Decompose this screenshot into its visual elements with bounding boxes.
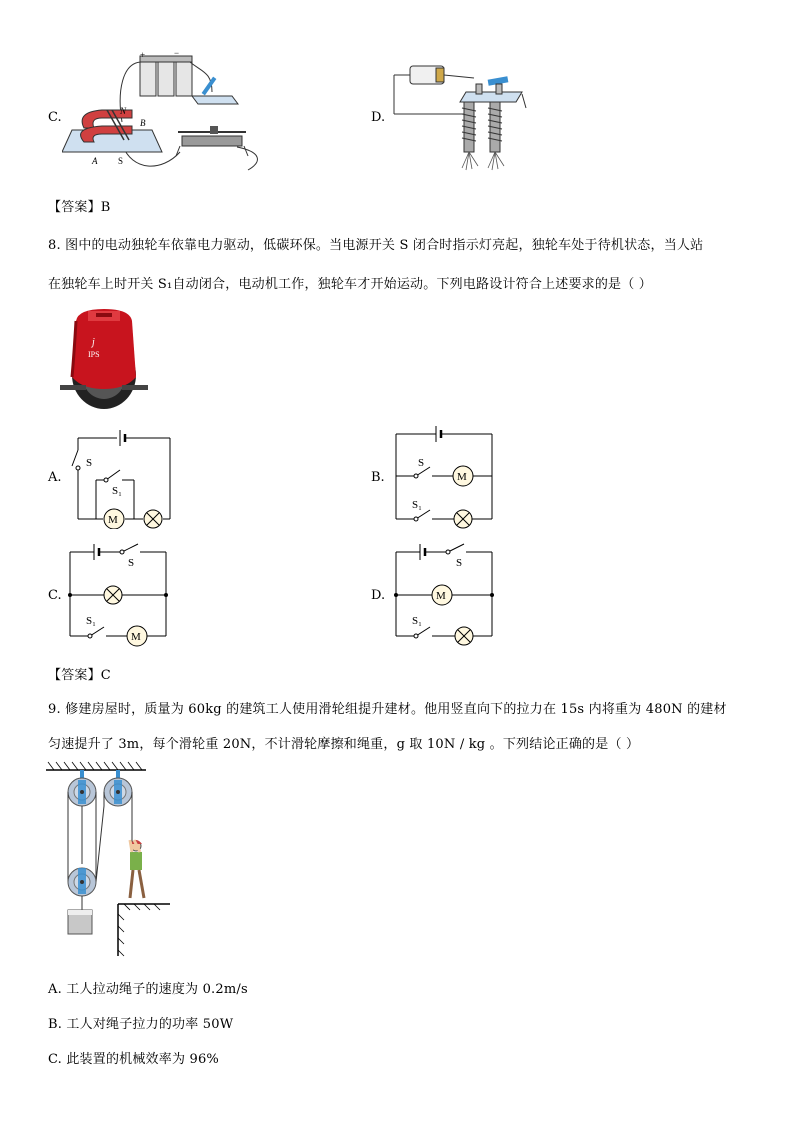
label-b: B	[140, 118, 146, 128]
q8-option-d-label: D.	[371, 588, 386, 603]
label-s: S	[118, 156, 124, 166]
switch-s1-label-b: S₁	[412, 499, 422, 511]
switch-s-label-c: S	[128, 557, 135, 569]
q8-answer: 【答案】C	[48, 668, 111, 683]
q7-diagram-c	[62, 52, 272, 176]
switch-s-label-b: S	[418, 457, 425, 469]
q8-stem-line1: 8. 图中的电动独轮车依靠电力驱动，低碳环保。当电源开关 S 闭合时指示灯亮起，独轮车处于待机状态，当人站	[48, 238, 704, 253]
switch-s1-label-a: S₁	[112, 485, 122, 497]
q9-stem-line2: 匀速提升了 3m，每个滑轮重 20N，不计滑轮摩擦和绳重，g 取 10N / kg 。下列结论正确的是（ ）	[48, 737, 640, 752]
q8-circuit-a	[62, 424, 182, 529]
q8-circuit-b	[390, 424, 500, 534]
svg-text:j: j	[92, 337, 95, 348]
q7-answer: 【答案】B	[48, 200, 111, 215]
unicycle-brand: IPS	[88, 350, 100, 359]
q8-option-c-label: C.	[48, 588, 62, 603]
battery-minus: −	[174, 52, 180, 58]
q9-stem-line1: 9. 修建房屋时，质量为 60kg 的建筑工人使用滑轮组提升建材。他用竖直向下的拉力在 15s 内将重为 480N 的建材	[48, 702, 727, 717]
switch-s1-label-c: S₁	[86, 615, 96, 627]
q9-choice-b: B. 工人对绳子拉力的功率 50W	[48, 1017, 234, 1032]
switch-s-label-d: S	[456, 557, 463, 569]
label-n: N	[120, 106, 127, 116]
q7-diagram-d	[392, 56, 532, 174]
q8-option-a-label: A.	[48, 470, 62, 485]
switch-s1-label-d: S₁	[412, 615, 422, 627]
q8-circuit-d	[390, 540, 500, 648]
motor-symbol-c: M	[131, 631, 141, 643]
motor-symbol-d: M	[436, 590, 446, 602]
q9-choice-a: A. 工人拉动绳子的速度为 0.2m/s	[48, 982, 248, 997]
motor-symbol-a: M	[108, 514, 118, 526]
q8-circuit-c	[64, 540, 174, 648]
q7-option-d-label: D.	[371, 110, 386, 125]
q8-option-b-label: B.	[371, 470, 385, 485]
switch-s-label-a: S	[86, 457, 93, 469]
unicycle-image	[56, 305, 152, 417]
label-a: A	[92, 156, 98, 166]
pulley-system-image	[44, 760, 174, 960]
motor-symbol-b: M	[457, 471, 467, 483]
battery-plus: +	[140, 52, 146, 60]
q7-option-c-label: C.	[48, 110, 62, 125]
q8-stem-line2: 在独轮车上时开关 S₁自动闭合，电动机工作，独轮车才开始运动。下列电路设计符合上述要求的是（ ）	[48, 277, 652, 292]
q9-choice-c: C. 此装置的机械效率为 96%	[48, 1052, 219, 1067]
